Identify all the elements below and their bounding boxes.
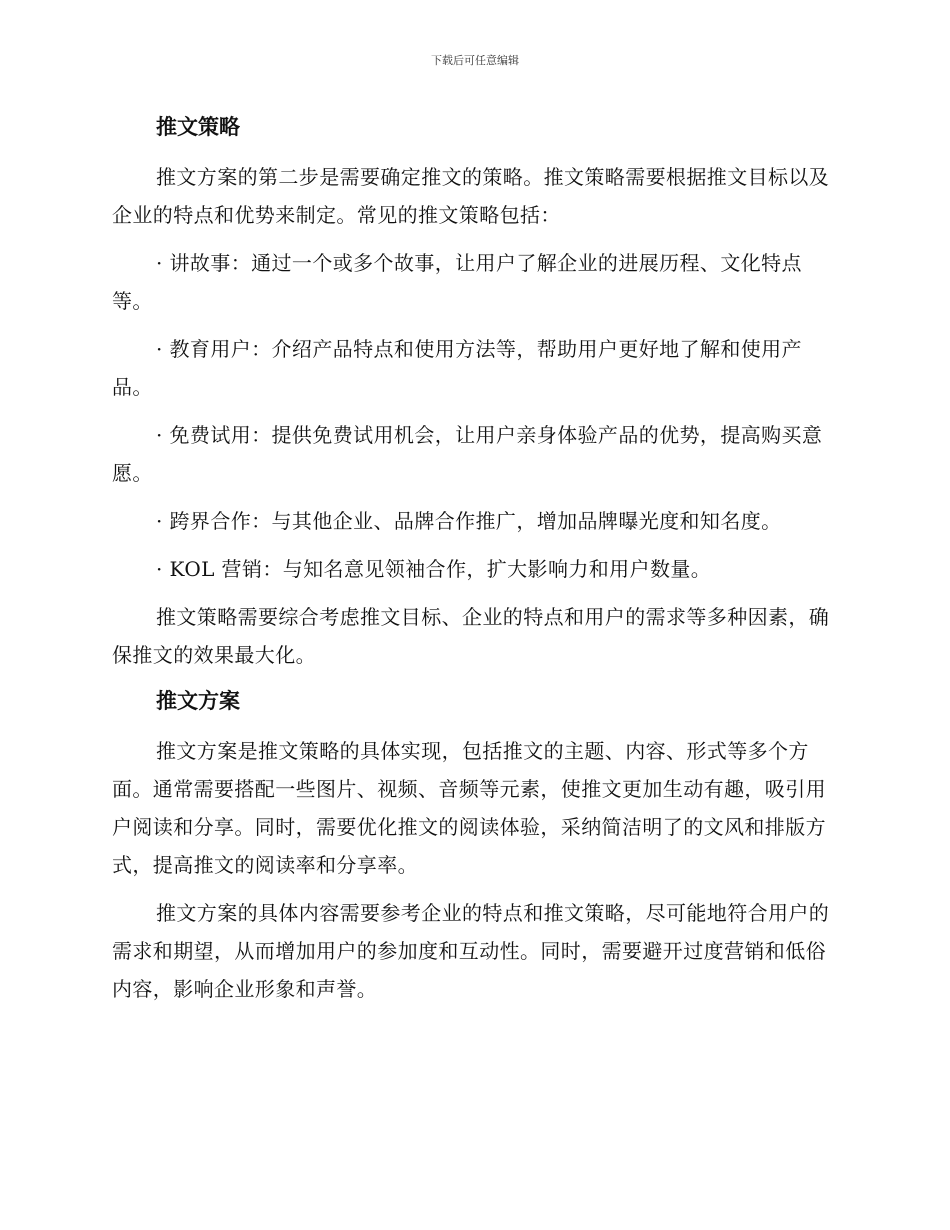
paragraph: 推文方案的具体内容需要参考企业的特点和推文策略，尽可能地符合用户的需求和期望，从而增加用户的参加度和互动性。同时，需要避开过度营销和低俗内容，影响企业形象和声誉。 xyxy=(112,901,830,1001)
section-strategy xyxy=(112,110,830,674)
bullet-item: · 讲故事：通过一个或多个故事，让用户了解企业的进展历程、文化特点等。 xyxy=(112,251,802,313)
document-body xyxy=(112,110,830,1018)
section-heading: 推文方案 xyxy=(156,688,240,713)
bullet-item: · 教育用户：介绍产品特点和使用方法等，帮助用户更好地了解和使用产品。 xyxy=(112,337,802,399)
section-heading: 推文策略 xyxy=(156,114,240,139)
page-header: 下载后可任意编辑 xyxy=(431,54,519,67)
bullet-item: · 免费试用：提供免费试用机会，让用户亲身体验产品的优势，提高购买意愿。 xyxy=(112,423,823,485)
bullet-item: · 跨界合作：与其他企业、品牌合作推广，增加品牌曝光度和知名度。 xyxy=(156,509,782,533)
paragraph: 推文方案的第二步是需要确定推文的策略。推文策略需要根据推文目标以及企业的特点和优势来制定。常见的推文策略包括： xyxy=(112,165,830,227)
paragraph: 推文方案是推文策略的具体实现，包括推文的主题、内容、形式等多个方面。通常需要搭配一些图片、视频、音频等元素，使推文更加生动有趣，吸引用户阅读和分享。同时，需要优化推文的阅读体验，采纳简洁明了的文风和排版方式，提高推文的阅读率和分享率。 xyxy=(112,739,826,877)
bullet-item: · KOL 营销：与知名意见领袖合作，扩大影响力和用户数量。 xyxy=(156,557,712,581)
section-plan xyxy=(112,684,830,1008)
paragraph: 推文策略需要综合考虑推文目标、企业的特点和用户的需求等多种因素，确保推文的效果最大化。 xyxy=(112,605,830,667)
